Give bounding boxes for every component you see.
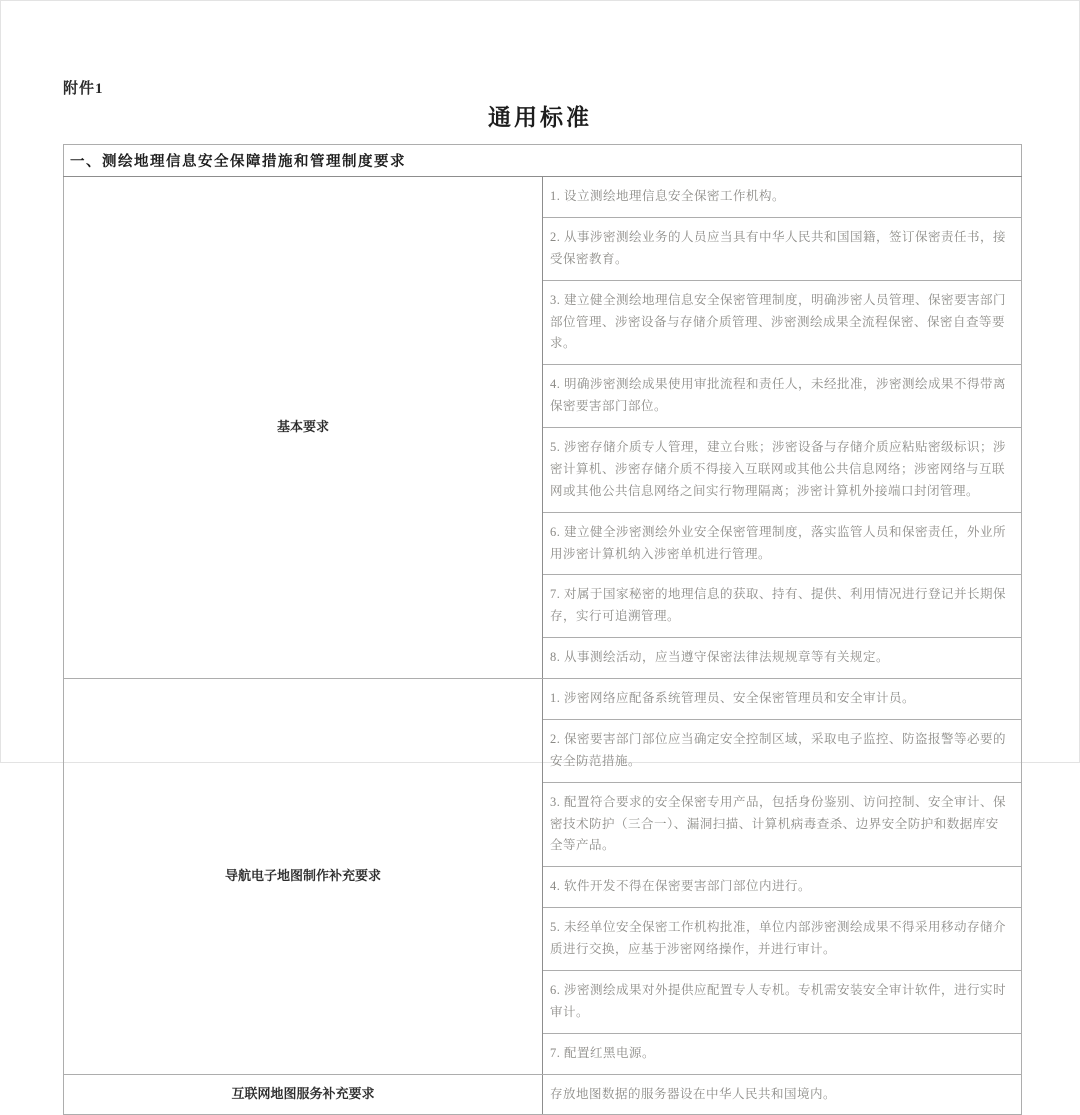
section-label: 基本要求 (64, 177, 543, 679)
table-row (64, 1074, 1022, 1115)
requirement-item: 6. 涉密测绘成果对外提供应配置专人专机。专机需安装安全审计软件，进行实时审计。 (543, 970, 1022, 1033)
requirement-item: 8. 从事测绘活动，应当遵守保密法律法规规章等有关规定。 (543, 638, 1022, 679)
requirement-item: 6. 建立健全涉密测绘外业安全保密管理制度，落实监管人员和保密责任，外业所用涉密计算机纳入涉密单机进行管理。 (543, 512, 1022, 575)
table-row (64, 177, 1022, 218)
attachment-label: 附件1 (63, 81, 104, 97)
requirement-item: 4. 软件开发不得在保密要害部门部位内进行。 (543, 867, 1022, 908)
requirement-item: 存放地图数据的服务器设在中华人民共和国境内。 (543, 1074, 1022, 1115)
standards-table (63, 144, 1022, 1115)
requirement-item: 5. 涉密存储介质专人管理，建立台账；涉密设备与存储介质应粘贴密级标识；涉密计算机、涉密存储介质不得接入互联网或其他公共信息网络；涉密网络与互联网或其他公共信息网络之间实行物理隔离；涉密计算机外接端口封闭管理。 (543, 428, 1022, 513)
requirement-item: 1. 涉密网络应配备系统管理员、安全保密管理员和安全审计员。 (543, 679, 1022, 720)
requirement-item: 3. 配置符合要求的安全保密专用产品，包括身份鉴别、访问控制、安全审计、保密技术防护（三合一）、漏洞扫描、计算机病毒查杀、边界安全防护和数据库安全等产品。 (543, 782, 1022, 867)
page-title: 通用标准 (488, 105, 592, 130)
table-row (64, 679, 1022, 720)
table-header-row (64, 145, 1022, 177)
section-label: 互联网地图服务补充要求 (64, 1074, 543, 1115)
requirement-item: 7. 对属于国家秘密的地理信息的获取、持有、提供、利用情况进行登记并长期保存，实行可追溯管理。 (543, 575, 1022, 638)
requirement-item: 4. 明确涉密测绘成果使用审批流程和责任人，未经批准，涉密测绘成果不得带离保密要害部门部位。 (543, 365, 1022, 428)
requirement-item: 2. 从事涉密测绘业务的人员应当具有中华人民共和国国籍，签订保密责任书，接受保密教育。 (543, 217, 1022, 280)
requirement-item: 7. 配置红黑电源。 (543, 1033, 1022, 1074)
requirement-item: 3. 建立健全测绘地理信息安全保密管理制度，明确涉密人员管理、保密要害部门部位管理、涉密设备与存储介质管理、涉密测绘成果全流程保密、保密自查等要求。 (543, 280, 1022, 365)
requirement-item: 5. 未经单位安全保密工作机构批准，单位内部涉密测绘成果不得采用移动存储介质进行交换，应基于涉密网络操作，并进行审计。 (543, 908, 1022, 971)
section-label: 导航电子地图制作补充要求 (64, 679, 543, 1075)
requirement-item: 1. 设立测绘地理信息安全保密工作机构。 (543, 177, 1022, 218)
standards-table-body (64, 145, 1022, 1115)
table-section-header: 一、测绘地理信息安全保障措施和管理制度要求 (64, 145, 1022, 177)
requirement-item: 2. 保密要害部门部位应当确定安全控制区域，采取电子监控、防盗报警等必要的安全防范措施。 (543, 719, 1022, 782)
